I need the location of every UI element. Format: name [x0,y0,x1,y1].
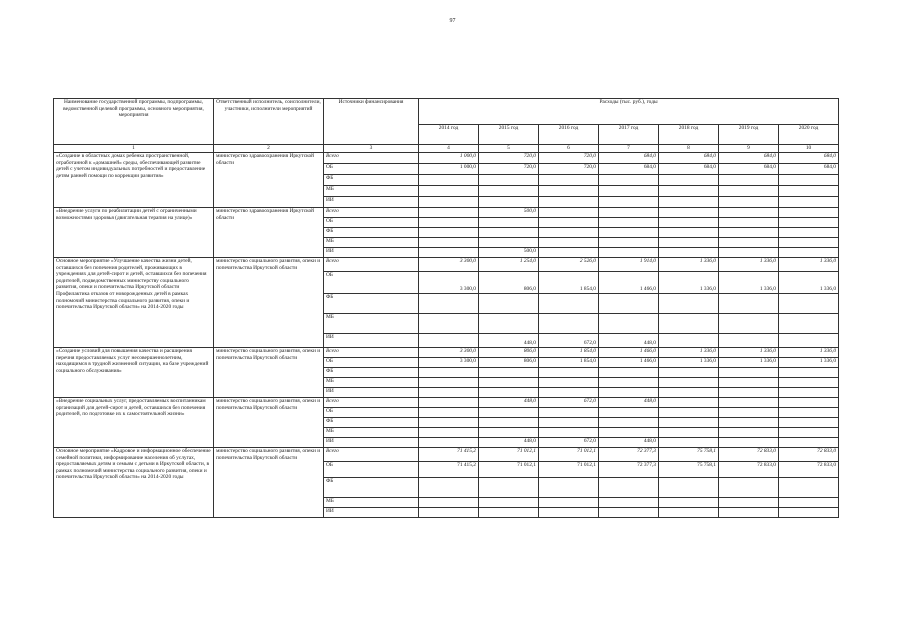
funding-source: ФБ [324,175,419,186]
funding-source: ОБ [324,462,419,478]
amount-cell: 448,0 [599,438,659,448]
column-number: 10 [779,145,839,153]
funding-source: ОБ [324,218,419,228]
funding-source: ОБ [324,164,419,175]
amount-cell: 72 833,0 [779,448,839,462]
amount-cell [539,248,599,258]
amount-cell: 1 336,0 [719,258,779,272]
funding-source: ОБ [324,408,419,418]
amount-cell [599,238,659,248]
amount-cell [419,418,479,428]
column-number: 2 [214,145,324,153]
amount-cell: 720,0 [539,164,599,175]
amount-cell [719,294,779,314]
amount-cell: 3 300,0 [419,258,479,272]
amount-cell: 71 012,1 [479,448,539,462]
amount-cell: 3 300,0 [419,348,479,358]
table-row [54,153,839,164]
amount-cell [719,388,779,398]
amount-cell: 1 466,0 [599,358,659,368]
table-row [54,208,839,218]
amount-cell [659,498,719,508]
amount-cell [779,398,839,408]
amount-cell [539,498,599,508]
amount-cell [539,368,599,378]
amount-cell: 448,0 [599,398,659,408]
column-number: 6 [539,145,599,153]
amount-cell [719,418,779,428]
amount-cell [599,208,659,218]
funding-source: ОБ [324,272,419,294]
amount-cell [599,228,659,238]
page-number: 97 [449,18,456,24]
column-number: 4 [419,145,479,153]
amount-cell [479,314,539,334]
header-year: 2016 год [539,125,599,145]
column-number: 5 [479,145,539,153]
amount-cell: 720,0 [479,164,539,175]
amount-cell: 72 833,0 [719,448,779,462]
amount-cell [779,428,839,438]
amount-cell [599,186,659,197]
amount-cell [479,218,539,228]
amount-cell [719,248,779,258]
header-year: 2017 год [599,125,659,145]
amount-cell [539,218,599,228]
amount-cell [479,498,539,508]
amount-cell: 1 336,0 [659,258,719,272]
amount-cell [479,418,539,428]
amount-cell [779,498,839,508]
column-number: 8 [659,145,719,153]
amount-cell [419,498,479,508]
funding-source: ОБ [324,358,419,368]
measure-executor: министерство здравоохранения Иркутской области [214,153,324,208]
amount-cell [719,408,779,418]
funding-source: МБ [324,238,419,248]
amount-cell [779,388,839,398]
amount-cell [479,378,539,388]
header-year: 2018 год [659,125,719,145]
amount-cell: 448,0 [479,398,539,408]
amount-cell [659,408,719,418]
amount-cell [659,334,719,348]
amount-cell [779,238,839,248]
amount-cell [659,186,719,197]
table-body [54,153,839,518]
amount-cell [779,175,839,186]
amount-cell [719,478,779,498]
amount-cell [719,508,779,518]
amount-cell [539,228,599,238]
amount-cell [419,314,479,334]
funding-source: МБ [324,186,419,197]
amount-cell: 1 254,0 [479,258,539,272]
header-year: 2019 год [719,125,779,145]
amount-cell [419,197,479,208]
amount-cell: 806,0 [479,358,539,368]
amount-cell [479,508,539,518]
amount-cell: 75 758,1 [659,462,719,478]
amount-cell [419,408,479,418]
amount-cell [599,428,659,438]
amount-cell: 1 336,0 [779,272,839,294]
amount-cell [719,428,779,438]
amount-cell [419,428,479,438]
amount-cell [539,186,599,197]
amount-cell [539,388,599,398]
header-expenses: Расходы (тыс. руб.), годы [419,99,839,125]
amount-cell [719,197,779,208]
amount-cell: 3 300,0 [419,272,479,294]
amount-cell: 71 012,1 [539,448,599,462]
amount-cell: 500,0 [479,208,539,218]
amount-cell [659,478,719,498]
funding-source: ИИ [324,388,419,398]
amount-cell [599,498,659,508]
amount-cell [599,294,659,314]
funding-source: МБ [324,498,419,508]
amount-cell [539,478,599,498]
amount-cell [419,438,479,448]
amount-cell [539,418,599,428]
amount-cell [719,498,779,508]
amount-cell [419,238,479,248]
amount-cell [779,208,839,218]
amount-cell: 448,0 [479,334,539,348]
amount-cell [779,408,839,418]
amount-cell [479,428,539,438]
funding-source: Всего [324,153,419,164]
amount-cell [659,428,719,438]
amount-cell: 1 914,0 [599,258,659,272]
amount-cell: 72 833,0 [719,462,779,478]
amount-cell [599,408,659,418]
table-row [54,258,839,272]
amount-cell [659,175,719,186]
amount-cell [599,248,659,258]
amount-cell [719,208,779,218]
column-number: 9 [719,145,779,153]
table-row [54,398,839,408]
amount-cell [659,228,719,238]
amount-cell [659,398,719,408]
amount-cell [719,186,779,197]
amount-cell [599,368,659,378]
header-year: 2020 год [779,125,839,145]
amount-cell [719,368,779,378]
amount-cell [539,428,599,438]
amount-cell: 3 300,0 [419,358,479,368]
funding-source: МБ [324,378,419,388]
amount-cell [719,238,779,248]
amount-cell [479,175,539,186]
measure-executor: министерство здравоохранения Иркутской области [214,208,324,258]
amount-cell [599,197,659,208]
amount-cell [779,418,839,428]
amount-cell [599,388,659,398]
funding-source: ИИ [324,197,419,208]
amount-cell [599,378,659,388]
amount-cell [419,248,479,258]
amount-cell: 1 336,0 [659,272,719,294]
table-row [54,448,839,462]
funding-source: ФБ [324,228,419,238]
amount-cell [419,208,479,218]
amount-cell: 1 854,0 [539,348,599,358]
amount-cell: 1 466,0 [599,348,659,358]
amount-cell: 72 377,3 [599,448,659,462]
amount-cell [779,248,839,258]
measure-name: «Внедрение социальных услуг, предоставляемых воспитанникам организаций для детей-сирот и детей, оставшихся без попечения родителей, по подготовке их к самостоятельной жизни» [54,398,214,448]
amount-cell: 672,0 [539,438,599,448]
amount-cell [659,368,719,378]
amount-cell [479,388,539,398]
header-executor: Ответственный исполнитель, соисполнители, участники, исполнители мероприятий [214,99,324,145]
funding-source: ИИ [324,438,419,448]
amount-cell: 448,0 [479,438,539,448]
measure-name: «Внедрение услуги по реабилитации детей с ограниченными возможностями здоровья (двигательная терапия на улице)» [54,208,214,258]
measure-name: «Создание в областных домах ребенка пространственной, отработанной к «домашней» среды, обеспечивающей развитие детей с учетом индивидуальных потребностей и предоставление детям ранней помощи по коррекции развития» [54,153,214,208]
amount-cell [479,197,539,208]
amount-cell [419,218,479,228]
header-year: 2015 год [479,125,539,145]
amount-cell [419,228,479,238]
amount-cell [659,314,719,334]
amount-cell: 1 854,0 [539,272,599,294]
amount-cell: 71 415,2 [419,462,479,478]
amount-cell [659,378,719,388]
amount-cell: 71 012,1 [539,462,599,478]
amount-cell [419,368,479,378]
amount-cell [599,175,659,186]
funding-source: Всего [324,448,419,462]
amount-cell [419,398,479,408]
amount-cell: 71 415,2 [419,448,479,462]
amount-cell [539,378,599,388]
amount-cell: 1 336,0 [659,348,719,358]
amount-cell [659,208,719,218]
amount-cell: 448,0 [599,334,659,348]
budget-table [53,98,839,518]
measure-executor: министерство социального развития, опеки и попечительства Иркутской области [214,398,324,448]
measure-name: Основное мероприятие «Кадровое и информационное обеспечение семейной политики, информирование населения об услугах, предоставляемых детям и семьям с детьми в Иркутской области, в рамках полномочий министерства социального развития, опеки и попечительства Иркутской области» на 2014-2020 годы [54,448,214,518]
amount-cell: 1 466,0 [599,272,659,294]
amount-cell [719,314,779,334]
amount-cell [779,228,839,238]
amount-cell [659,388,719,398]
amount-cell [479,478,539,498]
amount-cell [539,175,599,186]
amount-cell [539,294,599,314]
amount-cell: 1 336,0 [659,358,719,368]
amount-cell: 684,0 [779,164,839,175]
amount-cell [719,398,779,408]
funding-source: ФБ [324,368,419,378]
amount-cell [779,368,839,378]
funding-source: Всего [324,258,419,272]
amount-cell [539,208,599,218]
amount-cell [419,334,479,348]
amount-cell [659,197,719,208]
column-number: 1 [54,145,214,153]
amount-cell: 72 377,3 [599,462,659,478]
amount-cell [539,408,599,418]
amount-cell [719,334,779,348]
amount-cell [599,508,659,518]
amount-cell [779,378,839,388]
amount-cell [779,314,839,334]
amount-cell: 500,0 [479,248,539,258]
amount-cell: 684,0 [659,164,719,175]
amount-cell: 720,0 [479,153,539,164]
amount-cell: 2 526,0 [539,258,599,272]
amount-cell: 684,0 [719,153,779,164]
amount-cell: 684,0 [719,164,779,175]
column-number: 3 [324,145,419,153]
amount-cell [539,197,599,208]
amount-cell [479,238,539,248]
amount-cell: 720,0 [539,153,599,164]
amount-cell [779,508,839,518]
measure-executor: министерство социального развития, опеки и попечительства Иркутской области [214,258,324,348]
funding-source: Всего [324,398,419,408]
funding-source: Всего [324,208,419,218]
amount-cell [659,418,719,428]
amount-cell: 72 833,0 [779,462,839,478]
amount-cell: 806,0 [479,272,539,294]
amount-cell [779,294,839,314]
amount-cell [539,508,599,518]
funding-source: ИИ [324,334,419,348]
amount-cell [719,438,779,448]
funding-source: ФБ [324,294,419,314]
amount-cell: 1 336,0 [779,258,839,272]
amount-cell [479,294,539,314]
measure-executor: министерство социального развития, опеки и попечительства Иркутской области [214,448,324,518]
funding-source: ФБ [324,478,419,498]
amount-cell [599,314,659,334]
amount-cell: 71 012,1 [479,462,539,478]
amount-cell [599,218,659,228]
amount-cell [659,438,719,448]
amount-cell: 806,0 [479,348,539,358]
amount-cell [659,508,719,518]
amount-cell [479,408,539,418]
funding-source: МБ [324,428,419,438]
amount-cell [479,186,539,197]
amount-cell: 672,0 [539,334,599,348]
amount-cell [419,175,479,186]
measure-name: «Создание условий для повышения качества и расширения перечня предоставляемых услуг несовершеннолетним, находящимся в трудной жизненной ситуации, на базе учреждений социального обслуживания» [54,348,214,398]
amount-cell: 1 336,0 [779,358,839,368]
measure-executor: министерство социального развития, опеки и попечительства Иркутской области [214,348,324,398]
amount-cell [719,228,779,238]
amount-cell: 1 000,0 [419,153,479,164]
header-year: 2014 год [419,125,479,145]
amount-cell [779,334,839,348]
amount-cell [419,388,479,398]
amount-cell [539,314,599,334]
amount-cell: 1 854,0 [539,358,599,368]
measure-name: Основное мероприятие «Улучшение качества жизни детей, оставшихся без попечения родителей, проживающих в учреждениях для детей-сирот и детей, оставшихся без попечения родителей, подведомственных министерству социального развития, опеки и попечительства Иркутской области Профилактика отказов от новорожденных детей в рамках полномочий министерства социального развития, опеки и попечительства Иркутской области» на 2014-2020 годы [54,258,214,348]
amount-cell [779,197,839,208]
amount-cell: 1 336,0 [719,358,779,368]
amount-cell [599,478,659,498]
amount-cell [539,238,599,248]
amount-cell [479,228,539,238]
amount-cell: 75 758,1 [659,448,719,462]
amount-cell [479,368,539,378]
amount-cell [659,294,719,314]
amount-cell [419,378,479,388]
amount-cell [659,218,719,228]
amount-cell [779,218,839,228]
amount-cell [779,438,839,448]
amount-cell: 1 336,0 [779,348,839,358]
header-program: Наименование государственной программы, подпрограммы, ведомственной целевой программы, основного мероприятия, мероприятия [54,99,214,145]
amount-cell [419,508,479,518]
amount-cell [659,248,719,258]
amount-cell: 672,0 [539,398,599,408]
amount-cell [659,238,719,248]
amount-cell [419,294,479,314]
amount-cell [779,186,839,197]
amount-cell [419,478,479,498]
column-number: 7 [599,145,659,153]
amount-cell: 1 336,0 [719,348,779,358]
funding-source: Всего [324,348,419,358]
amount-cell: 684,0 [659,153,719,164]
amount-cell: 684,0 [779,153,839,164]
funding-source: ИИ [324,508,419,518]
amount-cell [719,175,779,186]
amount-cell: 684,0 [599,153,659,164]
amount-cell: 1 336,0 [719,272,779,294]
amount-cell: 1 000,0 [419,164,479,175]
table-row [54,348,839,358]
funding-source: ИИ [324,248,419,258]
amount-cell [419,186,479,197]
funding-source: ФБ [324,418,419,428]
amount-cell: 684,0 [599,164,659,175]
amount-cell [719,378,779,388]
amount-cell [719,218,779,228]
amount-cell [599,418,659,428]
header-source: Источники финансирования [324,99,419,145]
amount-cell [779,478,839,498]
funding-source: МБ [324,314,419,334]
